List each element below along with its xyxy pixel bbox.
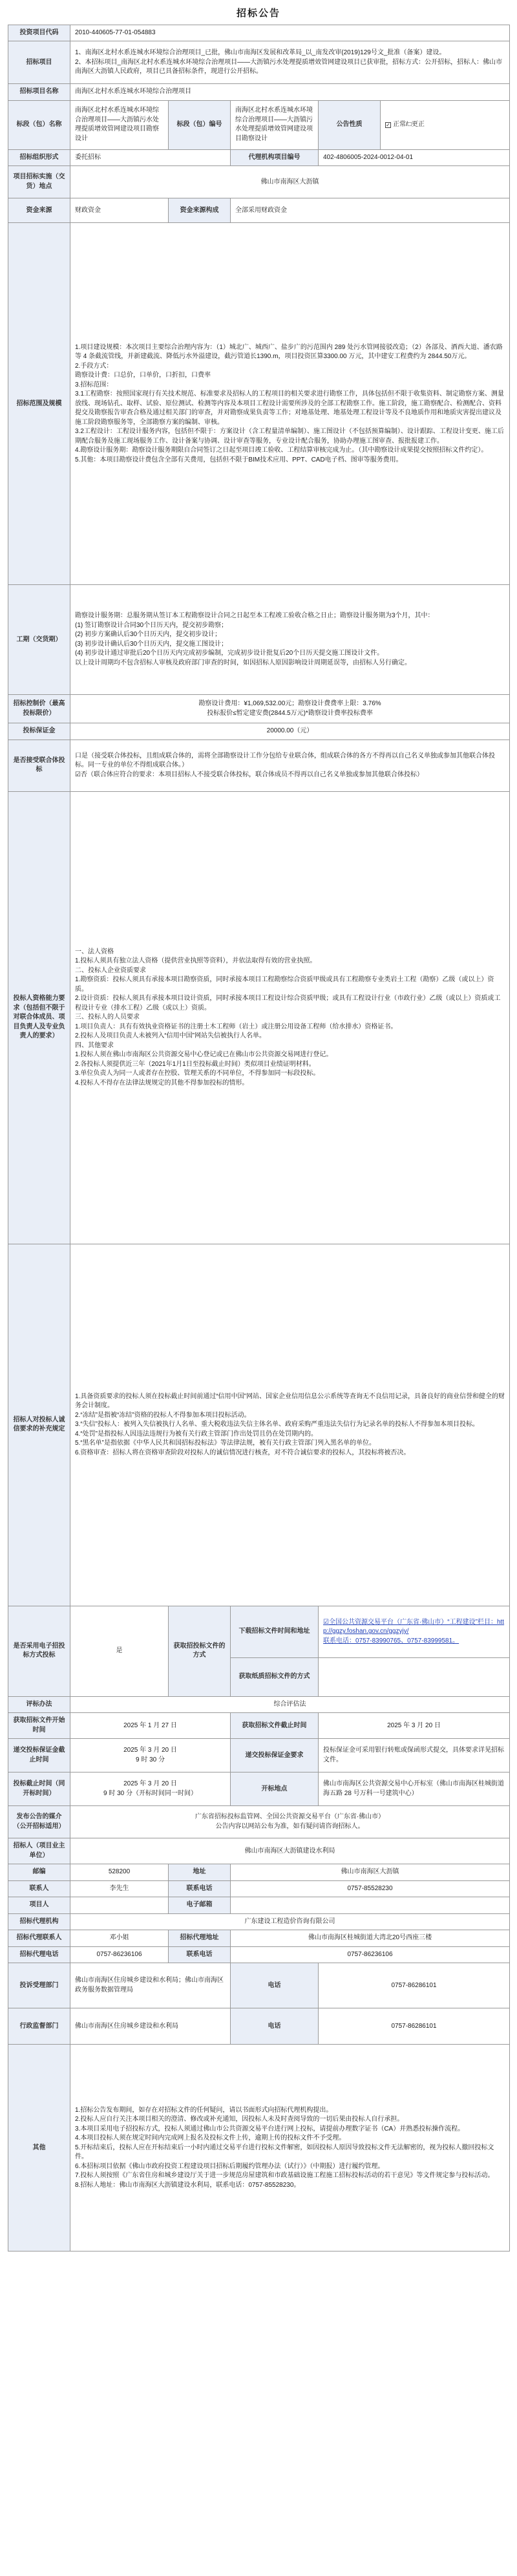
supervisor-phone: 0757-86286101 [319, 1963, 510, 2008]
doc-end-label: 获取招标文件截止时间 [231, 1713, 319, 1739]
consortium-label: 是否接受联合体投标 [8, 740, 70, 791]
row-location [8, 166, 510, 198]
agency-phone: 0757-86236106 [231, 1946, 510, 1963]
row-supervisor [8, 1963, 510, 2008]
eval-method: 综合评估法 [70, 1696, 510, 1713]
control-price: 勘察设计费用：¥1,069,532.00元；勘察设计费费率上限：3.76% 投标报价≤暂定建安费(2844.5万元)*勘察设计费率投标费率 [70, 695, 510, 723]
row-media [8, 1806, 510, 1838]
doc-method-label: 获取招投标文件的方式 [169, 1606, 231, 1696]
scope-label: 招标范围及规模 [8, 223, 70, 585]
row-agency-phone [8, 1946, 510, 1963]
row-control-price [8, 695, 510, 723]
doc-end: 2025 年 3 月 20 日 [319, 1713, 510, 1739]
row-consortium [8, 740, 510, 791]
integrity-label: 招标人对投标人诚信要求的补充规定 [8, 1244, 70, 1606]
qualification: 一、法人资格 1.投标人须具有独立法人资格（提供营业执照等资料），并依法取得有效的营业执照。 二、投标人企业资质要求 1.勘察资质：投标人须具有承接本项目勘察资质，同时承接本项目工程勘察综合资质甲级或具有工程勘察专业类岩土工程（勘察）乙级（或以上）资质。 2.设计资质：投标人须具有承接本项目设计资质，同时承接本项目工程设计综合资质甲级；或具有工程设计行业（市政行业）乙级（或以上）资质或工程设计专业（排水工程）乙级（或以上）资质。 三、投标人的人员要求 1.项目负责人：具有有效执业资格证书的注册土木工程师（岩土）或注册公用设备工程师（给水排水）资格证书。 2.投标人及项目负责人未被列入“信用中国”网站失信被执行人名单。 四、其他要求 1.投标人须在佛山市南海区公共资源交易中心登记或已在佛山市公共资源交易网进行登记。 2.各投标人须提供近三年（2021年1月1日至投标截止时间）类似项目业绩证明材料。 3.单位负责人为同一人或者存在控股、管理关系的不同单位，不得参加同一标段投标。 4.投标人不得存在法律法规规定的其他不得参加投标的情形。 [70, 791, 510, 1244]
location-label: 项目招标实施（交货）地点 [8, 166, 70, 198]
package-code: 南海区北村水系连城水环境综合治理项目——大沥镇污水处理提质增效管网建设项目勘察设计 [231, 100, 319, 149]
project-code-label: 投资项目代码 [8, 25, 70, 41]
agency-phone2-label: 招标代理电话 [8, 1946, 70, 1963]
page-title: 招标公告 [236, 8, 280, 19]
tenderer-contact: 李先生 [70, 1880, 169, 1897]
row-package [8, 100, 510, 149]
agency: 广东建设工程造价咨询有限公司 [70, 1913, 510, 1930]
doc-attach-label: 获取纸质招标文件的方式 [231, 1657, 319, 1696]
tenderer: 佛山市南海区大沥镇建设水利局 [70, 1838, 510, 1864]
period: 勘察设计服务期：总服务期从签订本工程勘察设计合同之日起至本工程竣工验收合格之日止；勘察设计服务期为3个月，其中： (1) 签订勘察设计合同30个日历天内，提交初步勘察； (2) 初步方案确认后30个日历天内，提交初步设计； (3) 初步设计确认后30个日历天内，提交施工图设计； (4) 初步设计通过审批后20个日历天内完成初步编制，完成初步设计批复后20个日历天提交施工图设计文件。 以上设计周期均不包含招标人审核及政府部门审查的时间，如因招标人原因影响设计周期延误等，由招标人另行确定。 [70, 585, 510, 695]
doc-attach [319, 1657, 510, 1696]
row-deposit [8, 723, 510, 740]
row-bid-deadline [8, 1772, 510, 1806]
supervisor-phone-label: 电话 [231, 1963, 319, 2008]
doc-download [319, 1606, 510, 1657]
email-label: 电子邮箱 [169, 1897, 231, 1914]
tenderer-phone: 0757-85528230 [231, 1880, 510, 1897]
row-bid-project [8, 41, 510, 84]
media: 广东省招标投标监管网、全国公共资源交易平台（广东省·佛山市） 公告内容以网站公布为准，如有疑问请咨询招标人。 [70, 1806, 510, 1838]
row-fund [8, 198, 510, 223]
deposit: 20000.00（元） [70, 723, 510, 740]
row-tenderer-contact [8, 1880, 510, 1897]
fund-source-label: 资金来源 [8, 198, 70, 223]
email-value [231, 1897, 510, 1914]
online-bid-label: 是否采用电子招投标方式投标 [8, 1606, 70, 1696]
row-scope [8, 223, 510, 585]
tenderer-zip: 528200 [70, 1864, 169, 1881]
agency-address-label: 招标代理地址 [169, 1930, 231, 1947]
control-price-label: 招标控制价（最高投标限价） [8, 695, 70, 723]
agency-contact: 邓小姐 [70, 1930, 169, 1947]
deposit-remark-label: 递交投标保证金要求 [231, 1739, 319, 1772]
row-agency [8, 1913, 510, 1930]
row-deposit-deadline [8, 1739, 510, 1772]
bid-item-name: 南海区北村水系连城水环境综合治理项目 [70, 84, 510, 101]
package-name: 南海区北村水系连城水环境综合治理项目——大沥镇污水处理提质增效管网建设项目勘察设计 [70, 100, 169, 149]
agency-address: 佛山市南海区桂城街道大湾北20号西座三楼 [231, 1930, 510, 1947]
agency-contact-label: 招标代理联系人 [8, 1930, 70, 1947]
agency-no-label: 代理机构项目编号 [231, 149, 319, 166]
deposit-remark: 投标保证金可采用银行转账或保函形式提交，具体要求详见招标文件。 [319, 1739, 510, 1772]
row-bid-item-name [8, 84, 510, 101]
tenderer-address: 佛山市南海区大沥镇 [231, 1864, 510, 1881]
agency-phone-label: 联系电话 [169, 1946, 231, 1963]
media-label: 发布公告的媒介（公开招标适用） [8, 1806, 70, 1838]
row-online-1 [8, 1606, 510, 1657]
project-code: 2010-440605-77-01-054883 [70, 25, 510, 41]
fund-ratio-label: 资金来源构成 [169, 198, 231, 223]
tenderer-contact-label: 联系人 [8, 1880, 70, 1897]
doc-download-link[interactable]: ☑全国公共资源交易平台（广东省·佛山市）“工程建设”栏目：http://ggzy.foshan.gov.cn/ggzyjy/ 联系电话：0757-83990765、0757-83999581。 [323, 1618, 505, 1645]
bid-deadline-label: 投标截止时间（同开标时间） [8, 1772, 70, 1806]
bid-org-label: 招标组织形式 [8, 149, 70, 166]
supervisor-label: 投诉受理部门 [8, 1963, 70, 2008]
row-bid-org [8, 149, 510, 166]
bid-org: 委托招标 [70, 149, 231, 166]
tenderer-zip-label: 邮编 [8, 1864, 70, 1881]
tenderer-label: 招标人（项目业主单位） [8, 1838, 70, 1864]
others-label: 其他 [8, 2045, 70, 2251]
consortium: 口是（接受联合体投标，且组成联合体的，需将全部勘察设计工作分包给专业联合体，组成联合体的各方不得再以自己名义单独或参加其他联合体投标。同一专业的单位不得组成联合体。） ☑否（联合体应符合的要求：本项目招标人不接受联合体投标，联合体成员不得再以自己名义单独或参加其他联合体投标） [70, 740, 510, 791]
others: 1.招标公告发布期间，如存在对招标文件的任何疑问，请以书面形式向招标代理机构提出。 2.投标人应自行关注本项目相关的澄清、修改或补充通知，因投标人未及时查阅导致的一切后果由投标人自行承担。 3.本项目采用电子招投标方式，投标人须通过佛山市公共资源交易平台进行网上投标，请提前办理数字证书（CA）并熟悉投标操作流程。 4.本项目投标人须在规定时间内完成网上报名及投标文件上传，逾期上传的投标文件不予受理。 5.开标结束后，投标人应在开标结束后一小时内通过交易平台进行投标文件解密，如因投标人原因导致投标文件无法解密的，视为投标人撤回投标文件。 6.本招标项目依据《佛山市政府投资工程建设项目招标后期履约管理办法（试行）》（中期报）进行履约管理。 7.投标人须按照《广东省住房和城乡建设厅关于进一步规范房屋建筑和市政基础设施工程施工招标投标活动的若干意见》等文件规定参与投标活动。 8.招标人地址：佛山市南海区大沥镇建设水利局，联系电话：0757-85528230。 [70, 2045, 510, 2251]
notice-nature-label: 公告性质 [319, 100, 381, 149]
deposit-deadline-label: 递交投标保证金截止时间 [8, 1739, 70, 1772]
location: 佛山市南海区大沥镇 [70, 166, 510, 198]
row-admin [8, 2008, 510, 2045]
online-bid: 是 [70, 1606, 169, 1696]
notice-table [8, 25, 510, 2252]
doc-start-label: 获取招标文件开始时间 [8, 1713, 70, 1739]
bid-deadline: 2025 年 3 月 20 日 9 时 30 分（开标时间同一时间） [70, 1772, 231, 1806]
deposit-label: 投标保证金 [8, 723, 70, 740]
period-label: 工期（交货期） [8, 585, 70, 695]
open-place: 佛山市南海区公共资源交易中心开标室（佛山市南海区桂城街道海五路 28 号万科一号建筑中心） [319, 1772, 510, 1806]
row-others [8, 2045, 510, 2251]
doc-start: 2025 年 1 月 27 日 [70, 1713, 231, 1739]
package-code-label: 标段（包）编号 [169, 100, 231, 149]
row-agency-contact [8, 1930, 510, 1947]
bid-project: 1、南海区北村水系连城水环境综合治理项目_已批，佛山市南海区发展和改革局_以_南发改审(2019)129号文_批准（备案）建设。 2、本招标项目_南海区北村水系连城水环境综合治理项目——大沥镇污水处理提质增效管网建设项目已获审批，招标方式：公开招标，招标人：佛山市南海区大沥镇人民政府，项目已具备招标条件，现进行公开招标。 [70, 41, 510, 84]
notice-nature [381, 100, 510, 149]
integrity: 1.具备资质要求的投标人须在投标截止时间前通过“信用中国”网站、国家企业信用信息公示系统等查询无不良信用记录，具备良好的商业信誉和健全的财务会计制度。 2.“冻结”是指被“冻结”资格的投标人不得参加本项目投标活动。 3.“失信”投标人：被列入失信被执行人名单、重大税收违法失信主体名单、政府采购严重违法失信行为记录名单的投标人不得参加本项目投标。 4.“处罚”是指投标人因违法违规行为被有关行政主管部门作出处罚且仍在处罚期内的。 5.“黑名单”是指依据《中华人民共和国招标投标法》等法律法规，被有关行政主管部门列入黑名单的单位。 6.资格审查：招标人将在资格审查阶段对投标人的诚信情况进行核查，对不符合诚信要求的投标人，其投标将被否决。 [70, 1244, 510, 1606]
package-name-label: 标段（包）名称 [8, 100, 70, 149]
agency-phone2: 0757-86236106 [70, 1946, 169, 1963]
row-project-code [8, 25, 510, 41]
checkbox-icon [385, 122, 391, 128]
admin-phone: 0757-86286101 [319, 2008, 510, 2045]
bid-project-label: 招标项目 [8, 41, 70, 84]
tenderer-address-label: 地址 [169, 1864, 231, 1881]
row-eval [8, 1696, 510, 1713]
bid-item-name-label: 招标项目名称 [8, 84, 70, 101]
row-doc-time [8, 1713, 510, 1739]
row-qualification [8, 791, 510, 1244]
pm-label: 项目人 [8, 1897, 70, 1914]
open-place-label: 开标地点 [231, 1772, 319, 1806]
pm-value [70, 1897, 169, 1914]
fund-source: 财政资金 [70, 198, 169, 223]
row-tenderer-address [8, 1864, 510, 1881]
notice-nature-text: 正常/□更正 [393, 121, 425, 128]
qualification-label: 投标人资格能力要求（包括但不限于对联合体成员、项目负责人及专业负责人的要求） [8, 791, 70, 1244]
row-pm [8, 1897, 510, 1914]
agency-label: 招标代理机构 [8, 1913, 70, 1930]
doc-download-label: 下载招标文件时间和地址 [231, 1606, 319, 1657]
admin: 佛山市南海区住房城乡建设和水利局 [70, 2008, 231, 2045]
admin-label: 行政监督部门 [8, 2008, 70, 2045]
admin-phone-label: 电话 [231, 2008, 319, 2045]
scope: 1.项目建设规模：本次项目主要综合治理内容为：（1）城北广、城西广、盐步广的污范围内 289 处污水管网接驳改造；（2）各部及、酒西大道、潘农路等 4 条截流管线，并新建截流、降低污水外溢建设，截污管道长1390.m，项目投资匡算3300.00 万元，其中建安工程费约为 2844.50万元。 2.手段方式： 勘察设计费：口总价，口单价，口折扣，口费率 3.招标范围： 3.1工程勘察：按照国家现行有关技术规范、标准要求及招标人的工程项目的相关要求进行勘察工作，具体包括但不限于收集资料、制定勘察方案、测量放线、现场钻孔、取样、试验、原位测试、检测等内容及本项目工程设计需要所涉及的全部工程勘察工作。施工阶段，施工勘察配合、检测配合、资料提交及勘察报告审查合格及通过相关部门的审查，并对勘察成果负责等工作；对地基处理、地基处理工程设计等及不良地质作用和地质灾害提出建议及施工阶段勘察服务等，全部勘察方案的编制、审核。 3.2工程设计：工程设计服务内容，包括但不限于：方案设计（含工程量清单编制）、施工图设计（不包括预算编制）、设计跟踪、工程设计变更、施工后期配合服务及施工现场服务工作、设计备案与协调、设计审查等服务，专业设计配合服务，协助办理施工图审查、报批报建工作。 4.勘察设计服务期：勘察设计服务期限自合同签订之日起至项目竣工验收、工程结算审核完成为止。（其中勘察设计成果提交按照招标文件约定）。 5.其他：本项目勘察设计费包含全部有关费用，包括但不限于BIM技术应用、PPT、CAD电子档、图审等服务费用。 [70, 223, 510, 585]
eval-method-label: 评标办法 [8, 1696, 70, 1713]
supervisor: 佛山市南海区住房城乡建设和水利局；佛山市南海区政务服务数据管理局 [70, 1963, 231, 2008]
row-period [8, 585, 510, 695]
fund-ratio: 全部采用财政资金 [231, 198, 510, 223]
deposit-deadline: 2025 年 3 月 20 日 9 时 30 分 [70, 1739, 231, 1772]
row-integrity [8, 1244, 510, 1606]
agency-no: 402-4806005-2024-0012-04-01 [319, 149, 510, 166]
tenderer-phone-label: 联系电话 [169, 1880, 231, 1897]
row-tenderer [8, 1838, 510, 1864]
